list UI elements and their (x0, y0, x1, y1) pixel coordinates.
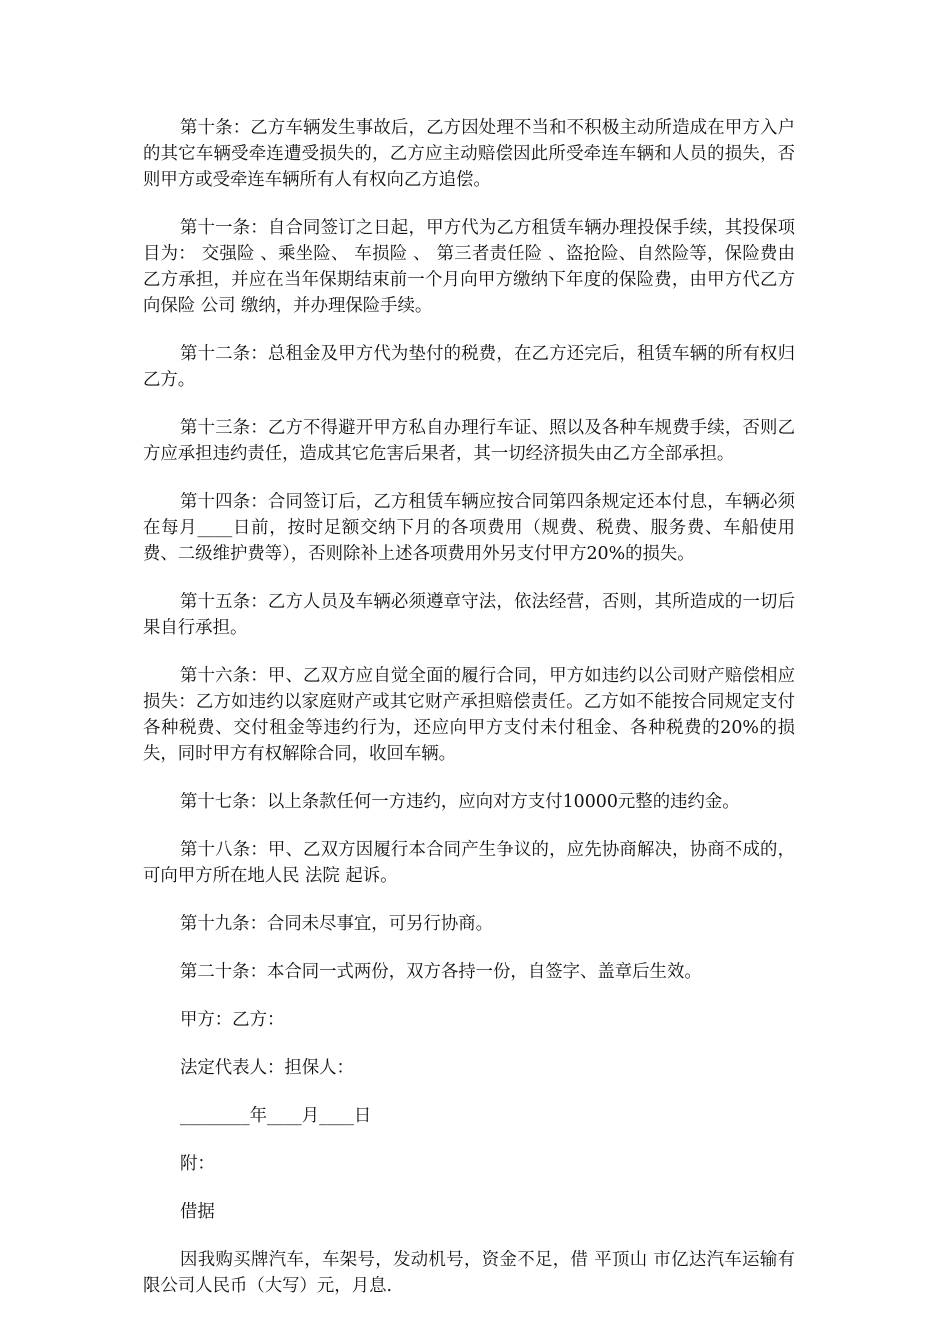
clause-16: 第十六条：甲、乙双方应自觉全面的履行合同，甲方如违约以公司财产赔偿相应损失：乙方如违约以家庭财产或其它财产承担赔偿责任。乙方如不能按合同规定支付各种税费、交付租金等违约行为，还应向甲方支付未付租金、各种税费的20%的损失，同时甲方有权解除合同，收回车辆。 (143, 666, 795, 764)
clause-10: 第十条：乙方车辆发生事故后，乙方因处理不当和不积极主动所造成在甲方入户的其它车辆受牵连遭受损失的，乙方应主动赔偿因此所受牵连车辆和人员的损失，否则甲方或受牵连车辆所有人有权向乙方追偿。 (143, 118, 795, 190)
document-body (143, 115, 795, 1321)
clause-19: 第十九条：合同未尽事宜，可另行协商。 (180, 914, 494, 934)
clause-17: 第十七条：以上条款任何一方违约，应向对方支付10000元整的违约金。 (180, 792, 740, 812)
clause-14: 第十四条：合同签订后，乙方租赁车辆应按合同第四条规定还本付息，车辆必须在每月____日前，按时足额交纳下月的各项费用（规费、税费、服务费、车船使用费、二级维护费等），否则除补上述各项费用外另支付甲方20%的损失。 (143, 492, 795, 564)
clause-13: 第十三条：乙方不得避开甲方私自办理行车证、照以及各种车规费手续，否则乙方应承担违约责任，造成其它危害后果者，其一切经济损失由乙方全部承担。 (143, 418, 795, 464)
date-line: ________年____月____日 (180, 1106, 372, 1126)
party-line: 甲方：乙方： (180, 1010, 285, 1030)
appendix-label: 附： (180, 1154, 215, 1174)
iou-title: 借据 (180, 1202, 215, 1222)
clause-12: 第十二条：总租金及甲方代为垫付的税费，在乙方还完后，租赁车辆的所有权归乙方。 (143, 344, 795, 390)
clause-11: 第十一条：自合同签订之日起，甲方代为乙方租赁车辆办理投保手续，其投保项目为： 交强险 、乘坐险、 车损险 、 第三者责任险 、盗抢险、自然险等，保险费由乙方承担，并应在当年保期结束前一个月向甲方缴纳下年度的保险费，由甲方代乙方向保险 公司 缴纳，并办理保险手续。 (143, 218, 795, 316)
iou-body: 因我购买牌汽车，车架号，发动机号，资金不足，借 平顶山 市亿达汽车运输有限公司人民币（大写）元，月息. (143, 1250, 795, 1296)
clause-20: 第二十条：本合同一式两份，双方各持一份，自签字、盖章后生效。 (180, 962, 702, 982)
representative-line: 法定代表人：担保人： (180, 1058, 354, 1078)
clause-18: 第十八条：甲、乙双方因履行本合同产生争议的，应先协商解决，协商不成的，可向甲方所在地人民 法院 起诉。 (143, 840, 795, 886)
clause-15: 第十五条：乙方人员及车辆必须遵章守法，依法经营，否则，其所造成的一切后果自行承担。 (143, 592, 795, 638)
